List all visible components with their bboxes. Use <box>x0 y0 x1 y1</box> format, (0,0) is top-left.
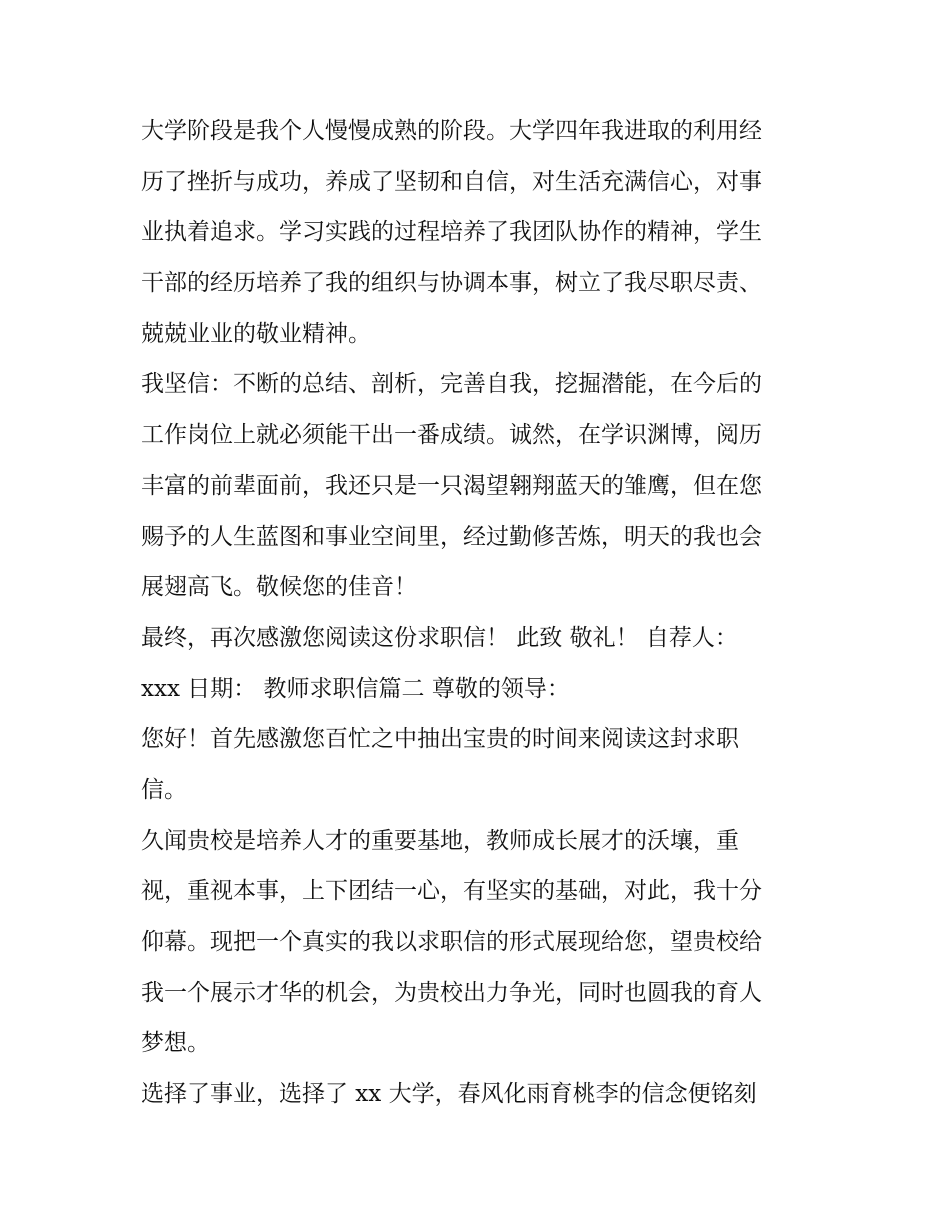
text-line: 梦想。 <box>141 1030 210 1057</box>
text-line: 干部的经历培养了我的组织与协调本事，树立了我尽职尽责、 <box>141 270 762 297</box>
text-line: 久闻贵校是培养人才的重要基地，教师成长展才的沃壤，重 <box>141 827 739 854</box>
text-line: 赐予的人生蓝图和事业空间里，经过勤修苦炼，明天的我也会 <box>141 523 762 550</box>
text-line: xxx 日期： 教师求职信篇二 尊敬的领导： <box>141 675 570 702</box>
text-line: 历了挫折与成功，养成了坚韧和自信，对生活充满信心，对事 <box>141 168 762 195</box>
text-line: 我坚信：不断的总结、剖析，完善自我，挖掘潜能，在今后的 <box>141 371 762 398</box>
text-line: 我一个展示才华的机会，为贵校出力争光，同时也圆我的育人 <box>141 979 762 1006</box>
text-line: 大学阶段是我个人慢慢成熟的阶段。大学四年我进取的利用经 <box>141 118 762 144</box>
text-line: 业执着追求。学习实践的过程培养了我团队协作的精神，学生 <box>141 219 762 246</box>
text-line: 丰富的前辈面前，我还只是一只渴望翱翔蓝天的雏鹰，但在您 <box>141 472 762 499</box>
text-line: 仰幕。现把一个真实的我以求职信的形式展现给您，望贵校给 <box>141 929 762 955</box>
text-line: 工作岗位上就必须能干出一番成绩。诚然，在学识渊博，阅历 <box>141 422 762 449</box>
document-body <box>141 106 821 1120</box>
text-line: 展翅高飞。敬候您的佳音！ <box>141 574 417 601</box>
text-line: 您好！首先感激您百忙之中抽出宝贵的时间来阅读这封求职 <box>141 726 739 753</box>
text-line: 最终，再次感激您阅读这份求职信！ 此致 敬礼！ 自荐人： <box>141 624 738 651</box>
text-line: 信。 <box>141 776 187 803</box>
text-line: 选择了事业，选择了 xx 大学，春风化雨育桃李的信念便铭刻 <box>141 1081 757 1108</box>
text-line: 视，重视本事，上下团结一心，有坚实的基础，对此，我十分 <box>141 878 762 905</box>
text-line: 兢兢业业的敬业精神。 <box>141 320 371 347</box>
